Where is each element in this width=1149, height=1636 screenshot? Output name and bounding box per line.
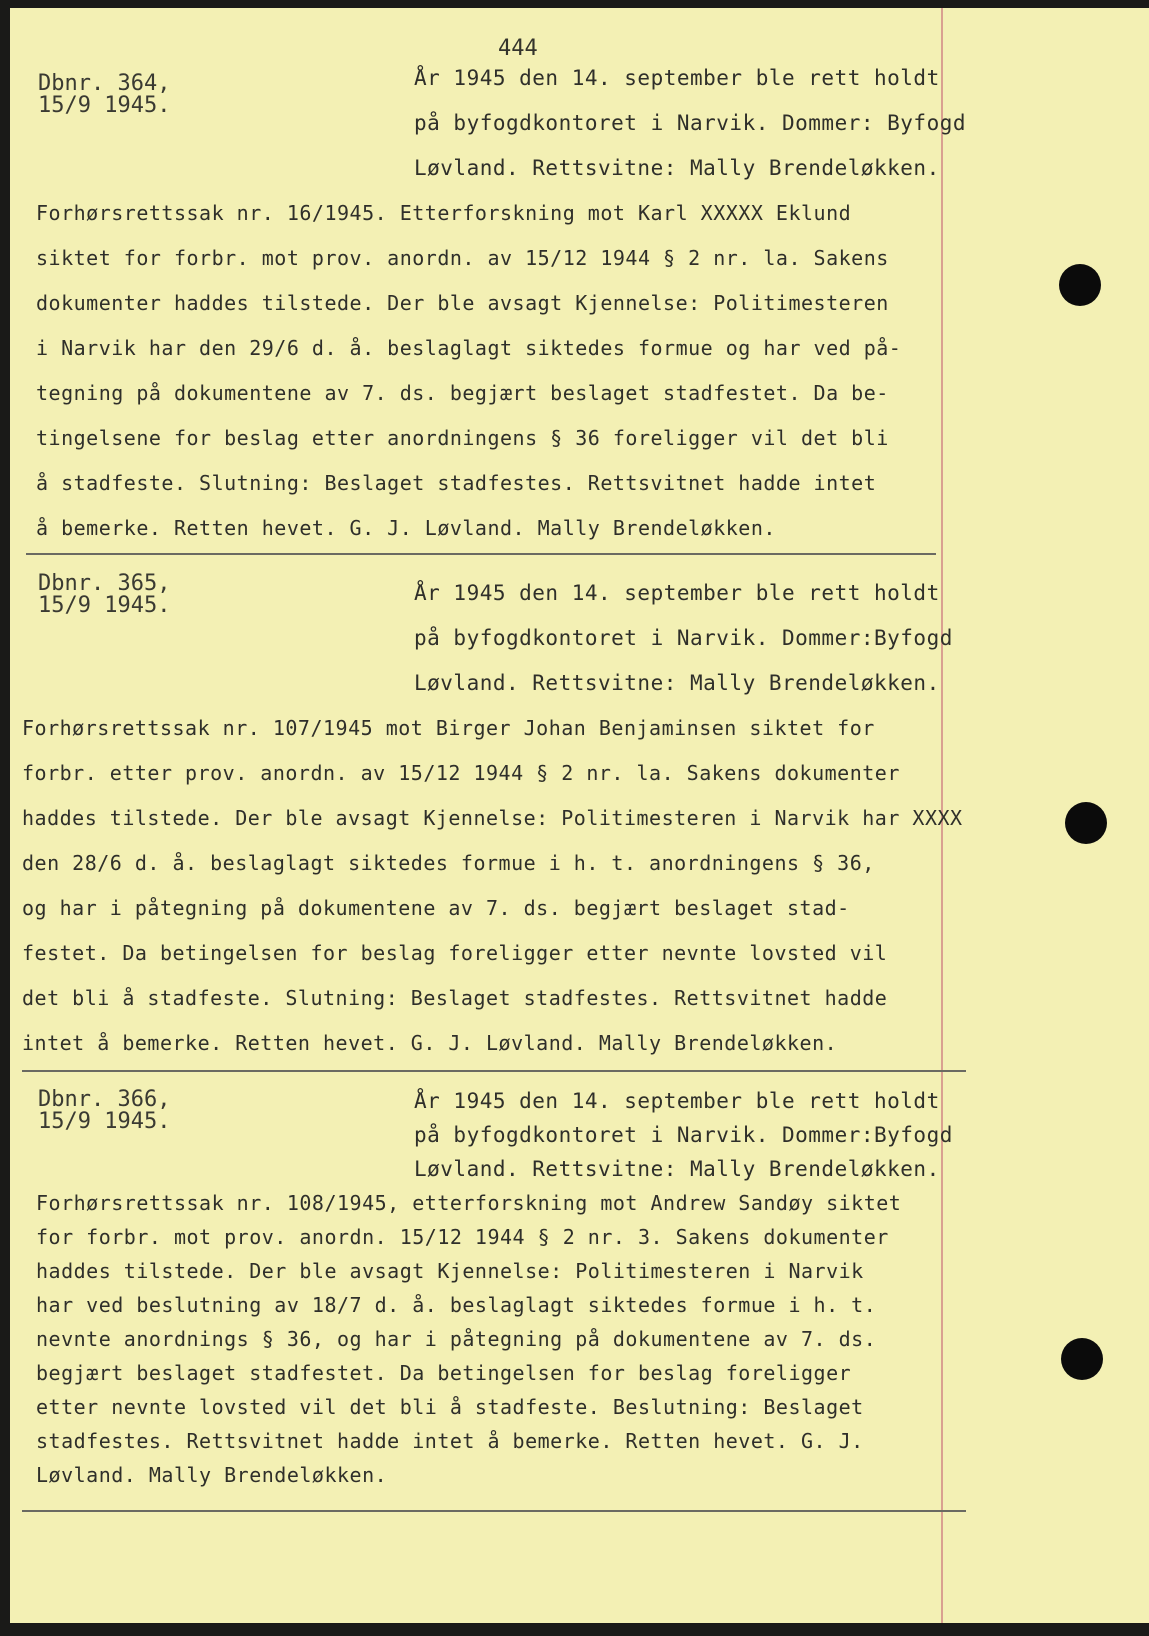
- entry-line: Forhørsrettssak nr. 16/1945. Etterforskning mot Karl XXXXX Eklund: [36, 201, 852, 225]
- entry-date: 15/9 1945.: [38, 93, 171, 118]
- punch-hole: [1061, 1338, 1103, 1380]
- punch-hole: [1065, 802, 1107, 844]
- entry-line: den 28/6 d. å. beslaglagt siktedes formue i h. t. anordningens § 36,: [22, 851, 875, 875]
- entry-date: 15/9 1945.: [38, 1109, 171, 1134]
- entry-line: haddes tilstede. Der ble avsagt Kjennelse: Politimesteren i Narvik har XXXX: [22, 806, 963, 830]
- entry-line: etter nevnte lovsted vil det bli å stadfeste. Beslutning: Beslaget: [36, 1395, 864, 1419]
- punch-hole: [1059, 264, 1101, 306]
- entry-line: nevnte anordnings § 36, og har i påtegning på dokumentene av 7. ds.: [36, 1327, 877, 1351]
- entry-line: tingelsene for beslag etter anordningens § 36 foreligger vil det bli: [36, 426, 889, 450]
- entry-divider: [26, 553, 936, 555]
- entry-line: År 1945 den 14. september ble rett holdt: [414, 581, 940, 605]
- entry-line: År 1945 den 14. september ble rett holdt: [414, 66, 940, 90]
- entry-line: Forhørsrettssak nr. 108/1945, etterforskning mot Andrew Sandøy siktet: [36, 1191, 902, 1215]
- entry-line: Løvland. Rettsvitne: Mally Brendeløkken.: [414, 156, 940, 180]
- entry-line: intet å bemerke. Retten hevet. G. J. Løvland. Mally Brendeløkken.: [22, 1031, 838, 1055]
- entry-line: År 1945 den 14. september ble rett holdt: [414, 1089, 940, 1113]
- page-number: 444: [498, 36, 538, 61]
- entry-line: på byfogdkontoret i Narvik. Dommer:Byfogd: [414, 626, 953, 650]
- entry-line: i Narvik har den 29/6 d. å. beslaglagt siktedes formue og har ved på-: [36, 336, 902, 360]
- entry-dbnr: Dbnr. 365,: [38, 571, 171, 596]
- entry-line: siktet for forbr. mot prov. anordn. av 15/12 1944 § 2 nr. la. Sakens: [36, 246, 889, 270]
- document-page: [10, 8, 1149, 1623]
- entry-line: dokumenter haddes tilstede. Der ble avsagt Kjennelse: Politimesteren: [36, 291, 889, 315]
- entry-line: på byfogdkontoret i Narvik. Dommer: Byfogd: [414, 111, 967, 135]
- entry-line: Løvland. Mally Brendeløkken.: [36, 1463, 388, 1487]
- entry-date: 15/9 1945.: [38, 593, 171, 618]
- entry-line: det bli å stadfeste. Slutning: Beslaget stadfestes. Rettsvitnet hadde: [22, 986, 888, 1010]
- entry-dbnr: Dbnr. 366,: [38, 1087, 171, 1112]
- entry-dbnr: Dbnr. 364,: [38, 71, 171, 96]
- entry-line: Løvland. Rettsvitne: Mally Brendeløkken.: [414, 1157, 940, 1181]
- entry-line: har ved beslutning av 18/7 d. å. beslaglagt siktedes formue i h. t.: [36, 1293, 877, 1317]
- entry-divider: [22, 1070, 966, 1072]
- entry-line: på byfogdkontoret i Narvik. Dommer:Byfogd: [414, 1123, 953, 1147]
- entry-line: begjært beslaget stadfestet. Da betingelsen for beslag foreligger: [36, 1361, 852, 1385]
- entry-line: å bemerke. Retten hevet. G. J. Løvland. Mally Brendeløkken.: [36, 516, 776, 540]
- entry-line: stadfestes. Rettsvitnet hadde intet å bemerke. Retten hevet. G. J.: [36, 1429, 864, 1453]
- entry-line: tegning på dokumentene av 7. ds. begjært beslaget stadfestet. Da be-: [36, 381, 889, 405]
- entry-line: for forbr. mot prov. anordn. 15/12 1944 § 2 nr. 3. Sakens dokumenter: [36, 1225, 889, 1249]
- entry-line: forbr. etter prov. anordn. av 15/12 1944 § 2 nr. la. Sakens dokumenter: [22, 761, 900, 785]
- entry-line: å stadfeste. Slutning: Beslaget stadfestes. Rettsvitnet hadde intet: [36, 471, 877, 495]
- entry-line: festet. Da betingelsen for beslag foreligger etter nevnte lovsted vil: [22, 941, 888, 965]
- entry-line: haddes tilstede. Der ble avsagt Kjennelse: Politimesteren i Narvik: [36, 1259, 864, 1283]
- entry-line: og har i påtegning på dokumentene av 7. ds. begjært beslaget stad-: [22, 896, 850, 920]
- entry-line: Forhørsrettssak nr. 107/1945 mot Birger Johan Benjaminsen siktet for: [22, 716, 875, 740]
- entry-line: Løvland. Rettsvitne: Mally Brendeløkken.: [414, 671, 940, 695]
- entry-divider: [22, 1510, 966, 1512]
